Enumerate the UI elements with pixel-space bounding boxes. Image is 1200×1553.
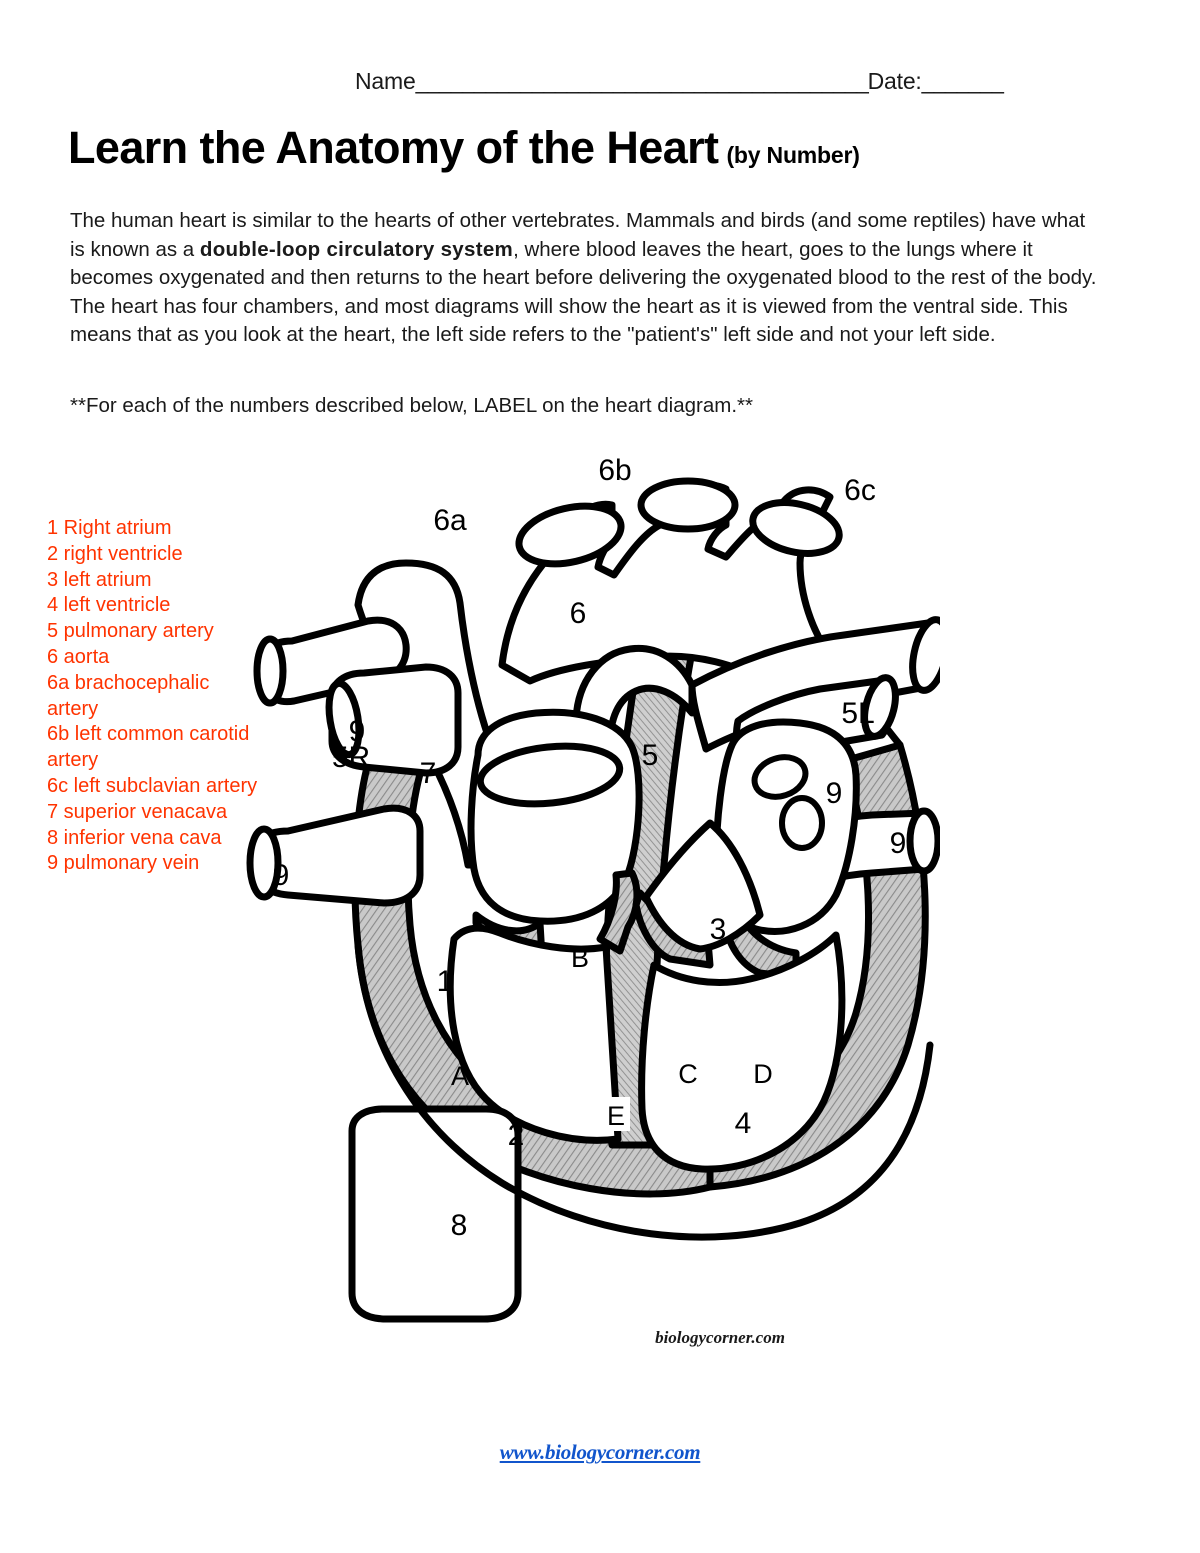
list-item: 5 pulmonary artery (47, 620, 214, 643)
list-item: 6 aorta (47, 645, 110, 668)
diagram-label-5R: 5R (331, 741, 371, 774)
heart-drawing (250, 481, 940, 1319)
pulmonary-vein-orifice-lower (782, 798, 822, 848)
diagram-watermark: biologycorner.com (655, 1328, 785, 1347)
diagram-label-6a: 6a (433, 504, 467, 537)
date-blank-line[interactable]: _______ (921, 68, 1003, 94)
diagram-label-2: 2 (507, 1119, 525, 1152)
intro-paragraph-part2: , where blood leaves the heart, goes to the lungs where it becomes oxygenated and then returns to the heart before delivering the oxygenated blood to the rest of the body. The heart has four chambers, and most diagrams will show the heart as it is viewed from the ventral side. This means that as you look at the heart, the left side refers to the "patient's" left side and not your left side. (70, 237, 1097, 346)
title-main-text: Learn the Anatomy of the Heart (68, 122, 719, 173)
diagram-label-D: D (753, 1059, 773, 1089)
diagram-label-6c: 6c (844, 474, 876, 507)
diagram-label-5: 5 (641, 739, 659, 772)
title-subtitle-text: (by Number) (726, 142, 860, 168)
list-item: 6c left subclavian artery (47, 774, 258, 797)
vessel-opening-5R (257, 639, 283, 703)
page-title (68, 122, 860, 174)
list-item: 7 superior venacava (47, 800, 228, 823)
diagram-label-9-lower-left: 9 (272, 859, 290, 892)
name-blank-line[interactable]: _______________________________________ (415, 68, 868, 94)
list-item: 3 left atrium (47, 568, 152, 591)
list-item: 1 Right atrium (47, 517, 172, 539)
name-date-row (355, 68, 1145, 95)
list-item: 2 right ventricle (47, 542, 183, 565)
list-item: 9 pulmonary vein (47, 852, 200, 875)
list-item: 6a brachocephalic artery (47, 671, 210, 720)
diagram-label-3: 3 (709, 913, 727, 946)
diagram-label-8: 8 (450, 1209, 468, 1242)
diagram-label-9-upper-left: 9 (348, 715, 366, 748)
intro-paragraph-part1: The human heart is similar to the hearts of other vertebrates. Mammals and birds (and some reptiles) have what is known as a (70, 209, 1086, 261)
diagram-label-6: 6 (569, 597, 587, 630)
name-label: Name (355, 68, 416, 94)
diagram-label-E: E (606, 1101, 626, 1131)
list-item: 4 left ventricle (47, 594, 171, 617)
answer-key-list (47, 516, 262, 877)
key-term-double-loop: double-loop circulatory system (199, 237, 514, 261)
diagram-label-7: 7 (419, 757, 437, 790)
biologycorner-link[interactable]: www.biologycorner.com (499, 1440, 701, 1464)
diagram-label-4: 4 (734, 1107, 752, 1140)
diagram-label-9-lower-right: 9 (889, 827, 907, 860)
footer (0, 1440, 1200, 1465)
diagram-label-1: 1 (436, 965, 454, 998)
diagram-label-B: B (570, 943, 590, 973)
vessel-opening-9-lower-right (910, 811, 938, 871)
vessel-opening-6a (513, 497, 626, 573)
diagram-label-5L: 5L (841, 697, 875, 730)
diagram-label-6b: 6b (598, 454, 632, 487)
diagram-label-C: C (678, 1059, 698, 1089)
intro-paragraph (70, 207, 1098, 350)
list-item: 6b left common carotid artery (47, 723, 250, 772)
diagram-label-A: A (450, 1061, 470, 1091)
diagram-label-9-upper-right: 9 (825, 777, 843, 810)
date-label: Date: (867, 68, 922, 94)
vessel-opening-6b (641, 481, 735, 529)
inferior-vena-cava-8 (352, 1109, 518, 1319)
heart-diagram (240, 445, 940, 1405)
instruction-text: **For each of the numbers described below, LABEL on the heart diagram.** (70, 394, 753, 417)
list-item: 8 inferior vena cava (47, 826, 222, 849)
